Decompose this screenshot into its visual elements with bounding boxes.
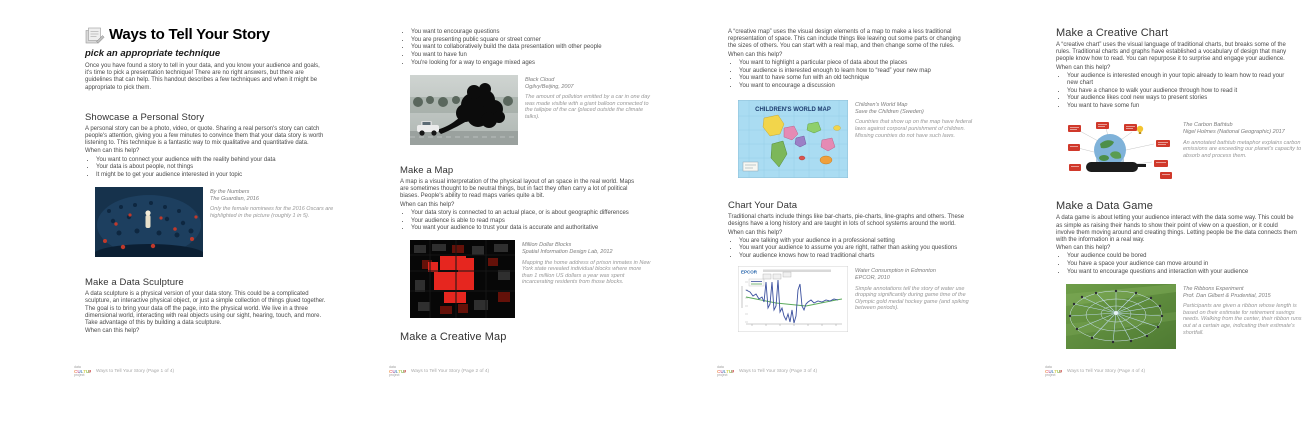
bullet-item: • You are talking with your audience in a professional setting (739, 238, 964, 245)
footer-page-label: Ways to Tell Your Story (Page 2 of 4) (411, 369, 490, 375)
map-title-text: CHILDREN'S WORLD MAP (755, 107, 831, 114)
figure-caption (1183, 120, 1308, 182)
bullet-list (1056, 253, 1292, 276)
ribbons-experiment-photo (1066, 284, 1176, 349)
figure-source: Spatial Information Design Lab, 2012 (522, 249, 613, 256)
figure-title: Children's World Map (855, 102, 908, 109)
bullet-item: • You're looking for a way to engage mixed ages (411, 60, 636, 67)
document-header (85, 27, 337, 45)
figure-source: Nigel Holmes (National Geographic) 2017 (1183, 128, 1285, 135)
section-body: A data sculpture is a physical version of your data story. This could be a complicated sculpture, an interactive physical object, or just a simple collection of things glued together. The goal is to bring your data off the page, into the physical world. We live in a three dimensional world, interacting with real objects using our sight, hearing, touch, and more. Take advantage of this by building a data sculpture. (85, 291, 326, 327)
help-label: When can this help? (1056, 245, 1111, 252)
carbon-bathtub-infographic (1066, 120, 1176, 182)
bullet-item: • You want to encourage questions and interaction with your audience (1067, 269, 1292, 276)
figure-source: Save the Children (Sweden) (855, 108, 924, 115)
intro-paragraph: Once you have found a story to tell in your data, and you know your audience and goals, it's time to pick a presentation technique! There are no right answers, but there are guidelines that can help. This handout describes a few techniques and when it might be appropriate to pick them. (85, 63, 320, 91)
figure-caption (522, 240, 652, 318)
figure-title: Million Dollar Blocks (522, 242, 572, 249)
figure-title: Water Consumption in Edmonton (855, 268, 936, 275)
data-culture-project-logo: data CULTURE project (717, 365, 739, 378)
document-title: Ways to Tell Your Story (109, 26, 270, 43)
document-page-1 (74, 0, 337, 422)
help-label: When can this help? (85, 148, 140, 155)
footer-page-label: Ways to Tell Your Story (Page 3 of 4) (739, 369, 818, 375)
black-cloud-photo (410, 75, 518, 145)
section-body: A personal story can be a photo, video, or quote. Sharing a real person's story can catch people's attention, giving you a few minutes to convince them that your data story is worth listening to. This technique is a fantastic way to mix qualitative and quantitative data. (85, 125, 324, 147)
section-heading-showcase-personal-story: Showcase a Personal Story (85, 111, 205, 123)
bullet-item: • Your data is about people, not things (96, 164, 321, 171)
bullet-item: • You want to collaboratively build the data presentation with other people (411, 44, 636, 51)
figure-title: The Ribbons Experiment (1183, 285, 1244, 292)
section-heading-make-a-creative-chart: Make a Creative Chart (1056, 27, 1169, 39)
figure-source: EPCOR, 2010 (855, 274, 890, 281)
childrens-world-map-image (738, 100, 848, 178)
figure-carbon-bathtub (1066, 120, 1308, 182)
figure-source: Prof. Dan Gilbert & Prudential, 2015 (1183, 292, 1271, 299)
bullet-list (1056, 73, 1292, 111)
section-heading-make-a-creative-map: Make a Creative Map (400, 331, 507, 344)
bullet-list-continued (400, 29, 636, 67)
help-label: When can this help? (728, 51, 783, 58)
figure-source: Ogilvy/Beijing, 2007 (525, 83, 574, 90)
bullet-item: • You have a chance to walk your audience through how to read it (1067, 88, 1292, 95)
figure-title: Black Cloud (525, 77, 555, 84)
bullet-item: • It might be to get your audience interested in your topic (96, 172, 321, 179)
figure-childrens-world-map (738, 100, 980, 178)
bullet-item: • You want to encourage a discussion (739, 83, 964, 90)
chart-logo-text: EPCOR (741, 269, 758, 275)
notes-pencil-icon (85, 27, 105, 45)
bullet-item: • You are presenting public square or street corner (411, 37, 636, 44)
page-footer (1045, 366, 1145, 378)
bullet-item: • Your data story is connected to an actual place, or is about geographic differences (411, 210, 636, 217)
bullet-item: • You have a space your audience can move around in (1067, 261, 1292, 268)
bullet-item: • Your audience likes cool new ways to present stories (1067, 95, 1292, 102)
bullet-item: • Your audience is able to read maps (411, 218, 636, 225)
bullet-item: • You want to encourage questions (411, 29, 636, 36)
bullet-list (728, 60, 964, 90)
creative-map-paragraph: A “creative map” uses the visual design elements of a map to make a less traditional representation of space. This can include things like leaving out some parts or changing the sizes of others. You can start with a real map, and then change some of the rules. (728, 29, 961, 50)
bullet-item: • You want to highlight a particular piece of data about the places (739, 60, 964, 67)
figure-black-cloud (410, 75, 652, 145)
figure-description: Mapping the home address of prison inmates in New York state revealed individual blocks where more than 1 million US dollars a year was spent incarcerating residents from those blocks. (522, 259, 651, 286)
bullet-item: • You want to have some fun with an old technique (739, 75, 964, 82)
bullet-item: • You want to have some fun (1067, 103, 1292, 110)
bullet-item: • You want your audience to assume you are right, rather than asking you questions (739, 245, 964, 252)
page-footer (717, 366, 817, 378)
section-body: Traditional charts include things like bar-charts, pie-charts, line-graphs and others. These designs have a long history and are taught in lots of school systems around the world. (728, 214, 965, 228)
help-label: When can this help? (728, 229, 783, 236)
figure-water-consumption-chart (738, 266, 980, 332)
help-label: When can this help? (85, 328, 140, 335)
figure-caption (210, 187, 337, 257)
figure-source: The Guardian, 2016 (210, 195, 259, 202)
bullet-item: • Your audience is interested enough to learn how to “read” your new map (739, 68, 964, 75)
bullet-item: • Your audience could be bored (1067, 253, 1292, 260)
figure-caption (1183, 284, 1308, 349)
page-footer (74, 366, 174, 378)
data-culture-project-logo: data CULTURE project (389, 365, 411, 378)
figure-ribbons-experiment (1066, 284, 1308, 349)
bullet-item: • You want your audience to trust your data is accurate and authoritative (411, 225, 636, 232)
document-page-2 (389, 0, 652, 422)
page-footer (389, 366, 489, 378)
figure-description: An annotated bathtub metaphor explains carbon emissions are exceeding our planet's capacity to absorb and process them. (1183, 139, 1302, 159)
section-body: A “creative chart” uses the visual language of traditional charts, but breaks some of the rules. Traditional charts and graphs have established a vocabulary of design that many people know how to read. You can repurpose it to surprise and engage your audience. (1056, 42, 1287, 63)
footer-page-label: Ways to Tell Your Story (Page 4 of 4) (1067, 369, 1146, 375)
figure-description: Simple annotations tell the story of water use dropping significantly during game time of the Olympic gold medal hockey game (and spiking between periods). (855, 285, 969, 312)
data-culture-project-logo: data CULTURE project (1045, 365, 1067, 378)
bullet-list (85, 157, 321, 180)
section-body: A map is a visual interpretation of the physical layout of an space in the real world. Maps are sometimes thought to be neutral things, but in fact they often carry a lot of political biases. People's ability to read maps varies quite a bit. (400, 179, 635, 200)
figure-title: By the Numbers (210, 189, 250, 196)
section-body: A data game is about letting your audience interact with the data some way. This could be as simple as raising their hands to show their point of view on a question, or it could involve them moving around and creating things. Letting people be the data connects them with the information in a real way. (1056, 215, 1297, 243)
figure-description: Participants are given a ribbon whose length is based on their estimate for retirement savings needs. Walking from the center, their ribbon runs out at a certain age, indicating their estimate's shortfall. (1183, 303, 1302, 336)
bullet-item: • You want to have fun (411, 52, 636, 59)
figure-caption (855, 266, 980, 332)
figure-description: The amount of pollution emitted by a car in one day was made visible with a giant balloon connected to the tailpipe of the car (placed outside the climate talks). (525, 94, 651, 120)
figure-caption (855, 100, 980, 178)
bullet-item: • Your audience knows how to read traditional charts (739, 253, 964, 260)
section-heading-make-a-data-sculpture: Make a Data Sculpture (85, 277, 184, 289)
help-label: When can this help? (400, 201, 455, 208)
section-heading-chart-your-data: Chart Your Data (728, 200, 798, 212)
document-subtitle: pick an appropriate technique (85, 48, 221, 59)
bullet-item: • Your audience is interested enough in your topic already to learn how to read your new chart (1067, 73, 1292, 87)
figure-by-the-numbers (95, 187, 337, 257)
figure-million-dollar-blocks (410, 240, 652, 318)
document-page-4 (1045, 0, 1308, 422)
footer-page-label: Ways to Tell Your Story (Page 1 of 4) (96, 369, 175, 375)
figure-description: Only the female nominees for the 2016 Oscars are highlighted in the picture (roughly 1 in 5). (210, 206, 334, 220)
document-page-3 (717, 0, 980, 422)
epcor-line-chart-image (738, 266, 848, 332)
million-dollar-blocks-map (410, 240, 515, 318)
bullet-list (728, 238, 964, 261)
figure-caption (525, 75, 652, 145)
figure-title: The Carbon Bathtub (1183, 122, 1233, 129)
help-label: When can this help? (1056, 64, 1111, 71)
bullet-list (400, 210, 636, 233)
section-heading-make-a-map: Make a Map (400, 165, 454, 177)
section-heading-make-a-data-game: Make a Data Game (1056, 200, 1153, 213)
figure-description: Countries that show up on the map have federal laws against corporal punishment of children. Missing countries do not have such laws. (855, 119, 973, 139)
bullet-item: • You want to connect your audience with the reality behind your data (96, 157, 321, 164)
by-the-numbers-photo (95, 187, 203, 257)
data-culture-project-logo: data CULTURE project (74, 365, 96, 378)
